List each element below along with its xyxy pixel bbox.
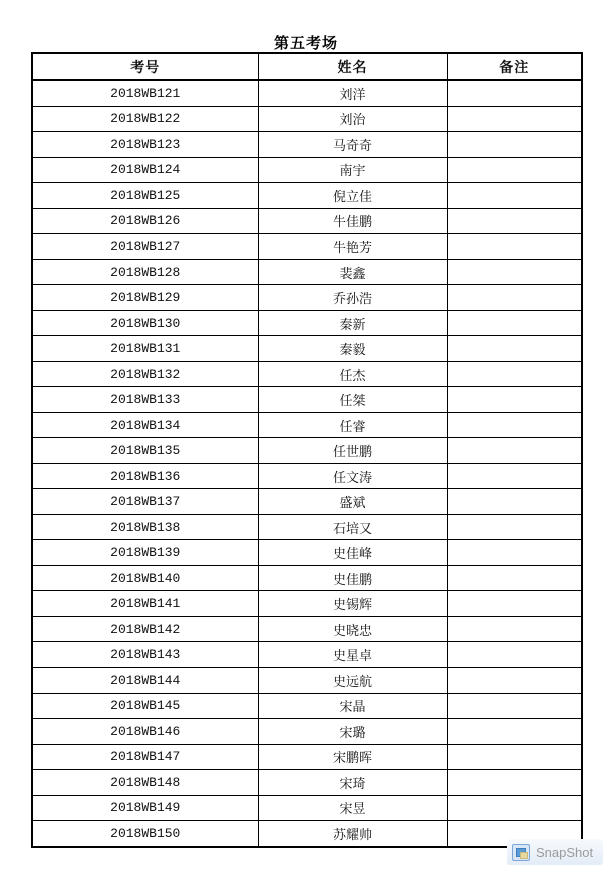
note-cell — [447, 565, 582, 591]
exam-id-cell: 2018WB136 — [32, 463, 258, 489]
table-row — [32, 361, 582, 387]
note-cell — [447, 412, 582, 438]
table-row — [32, 591, 582, 617]
name-cell: 宋琦 — [258, 770, 447, 796]
name-cell: 史锡辉 — [258, 591, 447, 617]
table-row — [32, 770, 582, 796]
name-cell: 盛斌 — [258, 489, 447, 515]
table-row — [32, 795, 582, 821]
name-cell: 史佳鹏 — [258, 565, 447, 591]
table-row — [32, 668, 582, 694]
name-cell: 任文涛 — [258, 463, 447, 489]
name-cell: 任桀 — [258, 387, 447, 413]
exam-id-cell: 2018WB128 — [32, 259, 258, 285]
table-row — [32, 234, 582, 260]
name-cell: 史远航 — [258, 668, 447, 694]
table-row — [32, 183, 582, 209]
name-cell: 宋晶 — [258, 693, 447, 719]
name-cell: 任杰 — [258, 361, 447, 387]
name-cell: 刘洋 — [258, 80, 447, 106]
exam-id-cell: 2018WB137 — [32, 489, 258, 515]
snapshot-label: SnapShot — [536, 844, 594, 860]
name-cell: 宋鹏晖 — [258, 744, 447, 770]
name-cell: 倪立佳 — [258, 183, 447, 209]
note-cell — [447, 795, 582, 821]
snapshot-watermark — [507, 839, 603, 865]
note-cell — [447, 540, 582, 566]
table-row — [32, 744, 582, 770]
note-cell — [447, 514, 582, 540]
note-cell — [447, 770, 582, 796]
note-cell — [447, 310, 582, 336]
name-cell: 石培又 — [258, 514, 447, 540]
exam-id-cell: 2018WB135 — [32, 438, 258, 464]
name-cell: 史晓忠 — [258, 616, 447, 642]
note-cell — [447, 234, 582, 260]
exam-id-cell: 2018WB122 — [32, 106, 258, 132]
note-cell — [447, 744, 582, 770]
page-title: 第五考场 — [273, 36, 338, 52]
header-name: 姓名 — [258, 53, 447, 80]
exam-roster-table — [31, 52, 583, 848]
table-row — [32, 208, 582, 234]
table-row — [32, 336, 582, 362]
note-cell — [447, 693, 582, 719]
note-cell — [447, 80, 582, 106]
name-cell: 裴鑫 — [258, 259, 447, 285]
table-row — [32, 438, 582, 464]
name-cell: 宋昱 — [258, 795, 447, 821]
table-row — [32, 463, 582, 489]
exam-id-cell: 2018WB127 — [32, 234, 258, 260]
exam-id-cell: 2018WB147 — [32, 744, 258, 770]
table-row — [32, 719, 582, 745]
table-row — [32, 565, 582, 591]
table-row — [32, 259, 582, 285]
exam-id-cell: 2018WB143 — [32, 642, 258, 668]
table-row — [32, 412, 582, 438]
table-row — [32, 106, 582, 132]
name-cell: 南宇 — [258, 157, 447, 183]
note-cell — [447, 106, 582, 132]
name-cell: 牛艳芳 — [258, 234, 447, 260]
table-row — [32, 489, 582, 515]
exam-id-cell: 2018WB148 — [32, 770, 258, 796]
note-cell — [447, 616, 582, 642]
table-row — [32, 616, 582, 642]
exam-id-cell: 2018WB121 — [32, 80, 258, 106]
name-cell: 乔孙浩 — [258, 285, 447, 311]
name-cell: 秦新 — [258, 310, 447, 336]
exam-id-cell: 2018WB129 — [32, 285, 258, 311]
table-row — [32, 132, 582, 158]
exam-id-cell: 2018WB145 — [32, 693, 258, 719]
name-cell: 马奇奇 — [258, 132, 447, 158]
exam-id-cell: 2018WB133 — [32, 387, 258, 413]
header-row — [32, 53, 582, 80]
note-cell — [447, 463, 582, 489]
table-row — [32, 310, 582, 336]
note-cell — [447, 489, 582, 515]
exam-id-cell: 2018WB140 — [32, 565, 258, 591]
exam-id-cell: 2018WB132 — [32, 361, 258, 387]
exam-id-cell: 2018WB125 — [32, 183, 258, 209]
name-cell: 刘治 — [258, 106, 447, 132]
exam-id-cell: 2018WB144 — [32, 668, 258, 694]
exam-id-cell: 2018WB130 — [32, 310, 258, 336]
note-cell — [447, 157, 582, 183]
exam-id-cell: 2018WB138 — [32, 514, 258, 540]
table-row — [32, 285, 582, 311]
exam-id-cell: 2018WB150 — [32, 821, 258, 847]
name-cell: 任世鹏 — [258, 438, 447, 464]
exam-id-cell: 2018WB142 — [32, 616, 258, 642]
note-cell — [447, 259, 582, 285]
exam-id-cell: 2018WB139 — [32, 540, 258, 566]
note-cell — [447, 336, 582, 362]
note-cell — [447, 208, 582, 234]
exam-id-cell: 2018WB131 — [32, 336, 258, 362]
exam-id-cell: 2018WB149 — [32, 795, 258, 821]
name-cell: 史星卓 — [258, 642, 447, 668]
header-exam-id: 考号 — [32, 53, 258, 80]
note-cell — [447, 361, 582, 387]
name-cell: 史佳峰 — [258, 540, 447, 566]
note-cell — [447, 285, 582, 311]
name-cell: 秦毅 — [258, 336, 447, 362]
table-row — [32, 80, 582, 106]
exam-id-cell: 2018WB124 — [32, 157, 258, 183]
table-row — [32, 387, 582, 413]
table-row — [32, 157, 582, 183]
name-cell: 苏耀帅 — [258, 821, 447, 847]
note-cell — [447, 132, 582, 158]
table-row — [32, 642, 582, 668]
note-cell — [447, 183, 582, 209]
note-cell — [447, 591, 582, 617]
note-cell — [447, 719, 582, 745]
name-cell: 任睿 — [258, 412, 447, 438]
exam-id-cell: 2018WB146 — [32, 719, 258, 745]
note-cell — [447, 387, 582, 413]
table-row — [32, 821, 582, 847]
exam-id-cell: 2018WB123 — [32, 132, 258, 158]
exam-id-cell: 2018WB126 — [32, 208, 258, 234]
name-cell: 宋璐 — [258, 719, 447, 745]
snapshot-icon-tan-pane — [520, 852, 528, 859]
note-cell — [447, 642, 582, 668]
header-note: 备注 — [447, 53, 582, 80]
snapshot-window-icon — [512, 844, 530, 861]
table-row — [32, 540, 582, 566]
note-cell — [447, 438, 582, 464]
name-cell: 牛佳鹏 — [258, 208, 447, 234]
note-cell — [447, 668, 582, 694]
table-row — [32, 514, 582, 540]
exam-id-cell: 2018WB134 — [32, 412, 258, 438]
table-row — [32, 693, 582, 719]
exam-id-cell: 2018WB141 — [32, 591, 258, 617]
